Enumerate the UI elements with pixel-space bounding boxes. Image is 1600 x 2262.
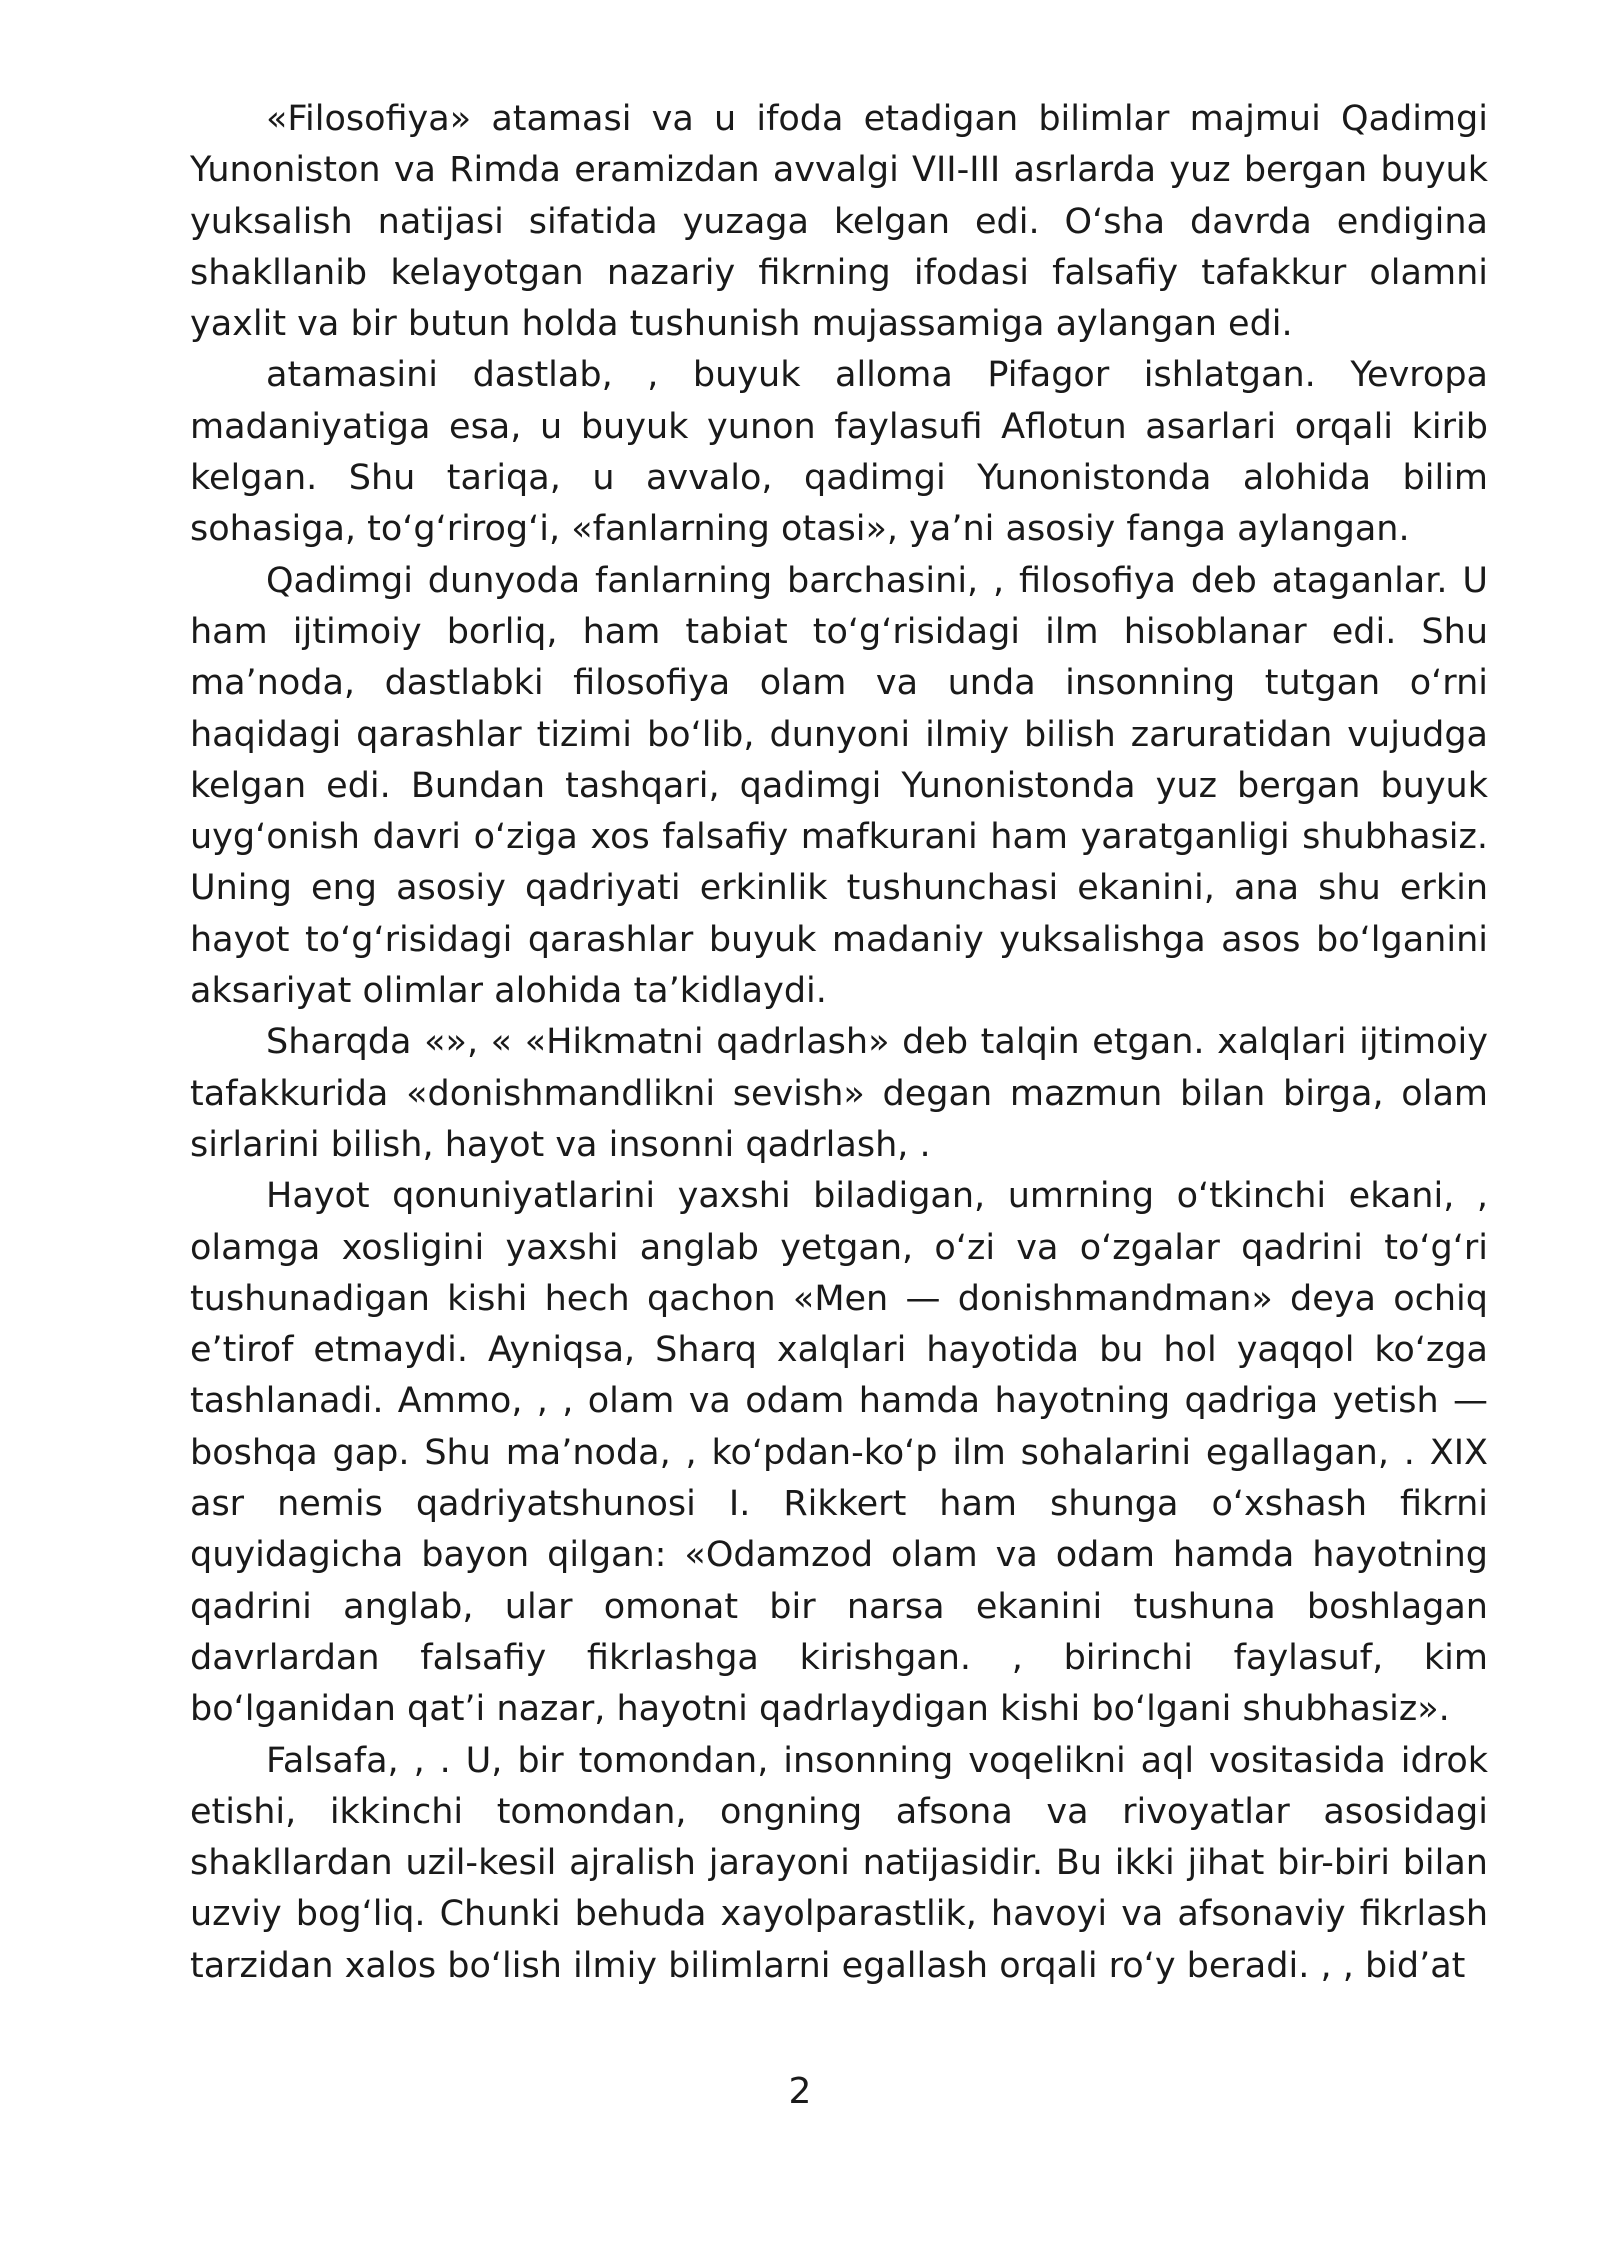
page-body <box>190 94 1488 1992</box>
paragraph-1: «Filosofiya» atamasi va u ifoda etadigan bilimlar majmui Qadimgi Yunoniston va Rimda eramizdan avvalgi VII-III asrlarda yuz bergan buyuk yuksalish natijasi sifatida yuzaga kelgan edi. O‘sha davrda endigina shakllanib kelayotgan nazariy fikrning ifodasi falsafiy tafakkur olamni yaxlit va bir butun holda tushunish mujassamiga aylangan edi. <box>190 99 1488 345</box>
paragraph-5: Hayot qonuniyatlarini yaxshi biladigan, umrning o‘tkinchi ekani, , olamga xosligini yaxshi anglab yetgan, o‘zi va o‘zgalar qadrini to‘g‘ri tushunadigan kishi hech qachon «Men — donishmandman» deya ochiq e’tirof etmaydi. Ayniqsa, Sharq xalqlari hayotida bu hol yaqqol ko‘zga tashlanadi. Ammo, , , olam va odam hamda hayotning qadriga yetish — boshqa gap. Shu ma’noda, , ko‘pdan-ko‘p ilm sohalarini egallagan, . XIX asr nemis qadriyatshunosi I. Rikkert ham shunga o‘xshash fikrni quyidagicha bayon qilgan: «Odamzod olam va odam hamda hayotning qadrini anglab, ular omonat bir narsa ekanini tushuna boshlagan davrlardan falsafiy fikrlashga kirishgan. , birinchi faylasuf, kim bo‘lganidan qat’i nazar, hayotni qadrlaydigan kishi bo‘lgani shubhasiz». <box>190 1176 1488 1730</box>
paragraph-3: Qadimgi dunyoda fanlarning barchasini, , filosofiya deb ataganlar. U ham ijtimoiy borliq, ham tabiat to‘g‘risidagi ilm hisoblanar edi. Shu ma’noda, dastlabki filosofiya olam va unda insonning tutgan o‘rni haqidagi qarashlar tizimi bo‘lib, dunyoni ilmiy bilish zaruratidan vujudga kelgan edi. Bundan tashqari, qadimgi Yunonistonda yuz bergan buyuk uyg‘onish davri o‘ziga xos falsafiy mafkurani ham yaratganligi shubhasiz. Uning eng asosiy qadriyati erkinlik tushunchasi ekanini, ana shu erkin hayot to‘g‘risidagi qarashlar buyuk madaniy yuksalishga asos bo‘lganini aksariyat olimlar alohida ta’kidlaydi. <box>190 560 1488 1012</box>
page-number: 2 <box>788 2071 812 2112</box>
paragraph-4: Sharqda «», « «Hikmatni qadrlash» deb talqin etgan. xalqlari ijtimoiy tafakkurida «donishmandlikni sevish» degan mazmun bilan birga, olam sirlarini bilish, hayot va insonni qadrlash, . <box>190 1022 1488 1165</box>
paragraph-6: Falsafa, , . U, bir tomondan, insonning voqelikni aql vositasida idrok etishi, ikkinchi tomondan, ongning afsona va rivoyatlar asosidagi shakllardan uzil-kesil ajralish jarayoni natijasidir. Bu ikki jihat bir-biri bilan uzviy bog‘liq. Chunki behuda xayolparastlik, havoyi va afsonaviy fikrlash tarzidan xalos bo‘lish ilmiy bilimlarni egallash orqali ro‘y beradi. , , bid’at <box>190 1740 1488 1986</box>
paragraph-2: atamasini dastlab, , buyuk alloma Pifagor ishlatgan. Yevropa madaniyatiga esa, u buyuk yunon faylasufi Aflotun asarlari orqali kirib kelgan. Shu tariqa, u avvalo, qadimgi Yunonistonda alohida bilim sohasiga, to‘g‘rirog‘i, «fanlarning otasi», ya’ni asosiy fanga aylangan. <box>190 355 1488 550</box>
